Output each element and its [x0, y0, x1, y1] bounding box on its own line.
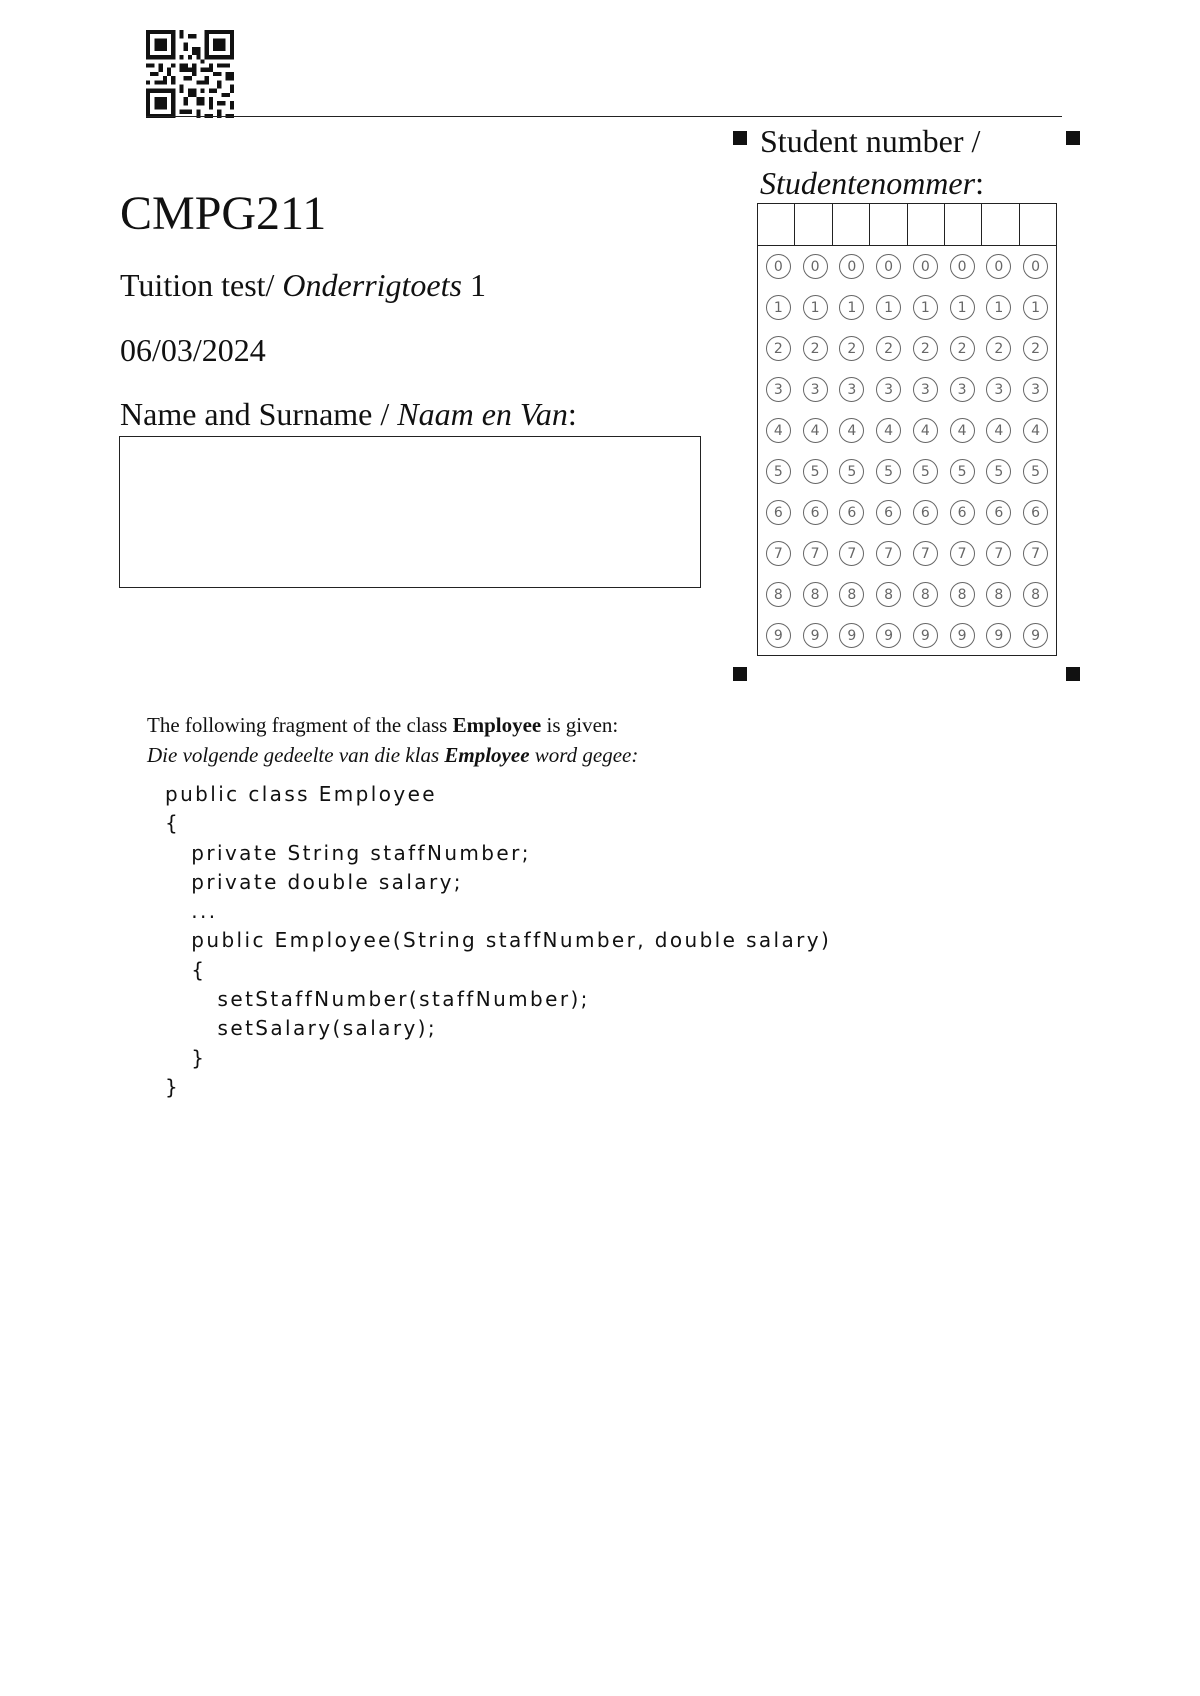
digit-bubble[interactable]: 5 [913, 459, 938, 484]
digit-bubble[interactable]: 7 [839, 541, 864, 566]
digit-bubble[interactable]: 6 [876, 500, 901, 525]
digit-bubble[interactable]: 4 [950, 418, 975, 443]
bubble-row [758, 369, 1056, 410]
bubble-row [758, 410, 1056, 451]
digit-bubble[interactable]: 1 [766, 295, 791, 320]
digit-bubble[interactable]: 0 [803, 254, 828, 279]
digit-bubble[interactable]: 5 [766, 459, 791, 484]
test-date: 06/03/2024 [120, 332, 266, 368]
digit-bubble[interactable]: 5 [950, 459, 975, 484]
bubble-row [758, 451, 1056, 492]
student-number-label [760, 120, 1060, 204]
digit-bubble[interactable]: 7 [1023, 541, 1048, 566]
digit-bubble[interactable]: 6 [839, 500, 864, 525]
digit-bubble[interactable]: 3 [766, 377, 791, 402]
digit-bubble[interactable]: 9 [950, 623, 975, 648]
student-number-cell[interactable] [945, 204, 982, 245]
digit-bubble[interactable]: 4 [876, 418, 901, 443]
digit-bubble[interactable]: 7 [950, 541, 975, 566]
alignment-marker-bottom-left [733, 667, 747, 681]
intro-en-class-name: Employee [452, 713, 542, 737]
qr-code [146, 30, 234, 118]
digit-bubble[interactable]: 9 [766, 623, 791, 648]
code-line: public Employee(String staffNumber, double salary) [165, 928, 832, 953]
header-rule [146, 116, 1062, 117]
digit-bubble[interactable]: 2 [803, 336, 828, 361]
digit-bubble[interactable]: 8 [876, 582, 901, 607]
digit-bubble[interactable]: 2 [913, 336, 938, 361]
code-listing [165, 780, 831, 1102]
digit-bubble[interactable]: 9 [839, 623, 864, 648]
course-code: CMPG211 [120, 187, 327, 240]
bubble-row [758, 492, 1056, 533]
digit-bubble[interactable]: 8 [1023, 582, 1048, 607]
intro-en-text: The following fragment of the class [147, 713, 453, 737]
intro-af-class-name: Employee [444, 743, 530, 767]
digit-bubble[interactable]: 0 [839, 254, 864, 279]
digit-bubble[interactable]: 0 [1023, 254, 1048, 279]
digit-bubble[interactable]: 4 [766, 418, 791, 443]
name-field[interactable] [119, 436, 701, 588]
student-number-label-en: Student number / [760, 123, 981, 159]
student-number-cell[interactable] [870, 204, 907, 245]
digit-bubble[interactable]: 9 [913, 623, 938, 648]
bubble-row [758, 328, 1056, 369]
alignment-marker-top-right [1066, 131, 1080, 145]
digit-bubble[interactable]: 1 [913, 295, 938, 320]
digit-bubble[interactable]: 1 [950, 295, 975, 320]
question-intro [147, 710, 638, 770]
digit-bubble[interactable]: 4 [803, 418, 828, 443]
alignment-marker-top-left [733, 131, 747, 145]
name-label-af: Naam en Van [397, 396, 568, 432]
digit-bubble[interactable]: 2 [950, 336, 975, 361]
digit-bubble[interactable]: 4 [986, 418, 1011, 443]
digit-bubble[interactable]: 2 [839, 336, 864, 361]
digit-bubble[interactable]: 5 [986, 459, 1011, 484]
digit-bubble[interactable]: 5 [839, 459, 864, 484]
code-line: } [165, 1074, 181, 1099]
digit-bubble[interactable]: 7 [803, 541, 828, 566]
test-number: 1 [469, 267, 486, 303]
digit-bubble[interactable]: 7 [913, 541, 938, 566]
question-intro-af [147, 740, 638, 770]
test-title [120, 268, 486, 303]
digit-bubble[interactable]: 3 [1023, 377, 1048, 402]
intro-af-text: Die volgende gedeelte van die klas [147, 743, 445, 767]
digit-bubble[interactable]: 9 [803, 623, 828, 648]
digit-bubble[interactable]: 0 [986, 254, 1011, 279]
digit-bubble[interactable]: 8 [839, 582, 864, 607]
name-label-en: Name and Surname / [120, 396, 390, 432]
digit-bubble[interactable]: 2 [766, 336, 791, 361]
digit-bubble[interactable]: 5 [803, 459, 828, 484]
digit-bubble[interactable]: 9 [876, 623, 901, 648]
digit-bubble[interactable]: 1 [803, 295, 828, 320]
bubble-row [758, 574, 1056, 615]
digit-bubble[interactable]: 7 [766, 541, 791, 566]
digit-bubble[interactable]: 4 [839, 418, 864, 443]
code-line: setSalary(salary); [165, 1016, 438, 1041]
digit-bubble[interactable]: 3 [803, 377, 828, 402]
digit-bubble[interactable]: 0 [950, 254, 975, 279]
digit-bubble[interactable]: 1 [1023, 295, 1048, 320]
student-number-cell[interactable] [1020, 204, 1056, 245]
test-title-en: Tuition test/ [120, 267, 275, 303]
digit-bubble[interactable]: 3 [950, 377, 975, 402]
digit-bubble[interactable]: 5 [1023, 459, 1048, 484]
digit-bubble[interactable]: 1 [839, 295, 864, 320]
digit-bubble[interactable]: 8 [913, 582, 938, 607]
digit-bubble[interactable]: 2 [1023, 336, 1048, 361]
student-number-bubbles [758, 246, 1056, 656]
digit-bubble[interactable]: 2 [986, 336, 1011, 361]
code-line: public class Employee [165, 782, 437, 806]
student-number-label-af: Studentenommer [760, 165, 976, 201]
digit-bubble[interactable]: 8 [986, 582, 1011, 607]
code-line: } [165, 1045, 207, 1070]
code-line: { [165, 957, 207, 982]
digit-bubble[interactable]: 6 [1023, 500, 1048, 525]
code-line: private double salary; [165, 869, 463, 894]
digit-bubble[interactable]: 3 [876, 377, 901, 402]
name-label [120, 397, 577, 432]
digit-bubble[interactable]: 3 [913, 377, 938, 402]
digit-bubble[interactable]: 6 [913, 500, 938, 525]
digit-bubble[interactable]: 0 [913, 254, 938, 279]
bubble-row [758, 615, 1056, 656]
digit-bubble[interactable]: 6 [986, 500, 1011, 525]
digit-bubble[interactable]: 4 [913, 418, 938, 443]
digit-bubble[interactable]: 1 [876, 295, 901, 320]
digit-bubble[interactable]: 7 [876, 541, 901, 566]
digit-bubble[interactable]: 5 [876, 459, 901, 484]
code-line: setStaffNumber(staffNumber); [165, 987, 590, 1012]
student-number-label-colon: : [975, 165, 984, 201]
code-line: { [165, 811, 181, 836]
digit-bubble[interactable]: 1 [986, 295, 1011, 320]
name-label-colon: : [567, 396, 577, 432]
digit-bubble[interactable]: 0 [766, 254, 791, 279]
test-title-af: Onderrigtoets [282, 267, 462, 303]
digit-bubble[interactable]: 8 [950, 582, 975, 607]
digit-bubble[interactable]: 6 [950, 500, 975, 525]
digit-bubble[interactable]: 8 [766, 582, 791, 607]
student-number-cell[interactable] [833, 204, 870, 245]
digit-bubble[interactable]: 3 [839, 377, 864, 402]
student-number-grid [757, 203, 1057, 656]
intro-en-text-end: is given: [541, 713, 619, 737]
student-number-write-cells [758, 204, 1056, 246]
question-intro-en [147, 710, 638, 740]
digit-bubble[interactable]: 6 [766, 500, 791, 525]
student-number-cell[interactable] [982, 204, 1019, 245]
digit-bubble[interactable]: 0 [876, 254, 901, 279]
student-number-cell[interactable] [908, 204, 945, 245]
student-number-cell[interactable] [795, 204, 832, 245]
digit-bubble[interactable]: 9 [986, 623, 1011, 648]
code-line: ... [165, 899, 218, 924]
digit-bubble[interactable]: 4 [1023, 418, 1048, 443]
digit-bubble[interactable]: 8 [803, 582, 828, 607]
alignment-marker-bottom-right [1066, 667, 1080, 681]
bubble-row [758, 533, 1056, 574]
digit-bubble[interactable]: 3 [986, 377, 1011, 402]
student-number-cell[interactable] [758, 204, 795, 245]
bubble-row [758, 246, 1056, 287]
digit-bubble[interactable]: 6 [803, 500, 828, 525]
intro-af-text-end: word gegee: [529, 743, 639, 767]
digit-bubble[interactable]: 9 [1023, 623, 1048, 648]
bubble-row [758, 287, 1056, 328]
digit-bubble[interactable]: 7 [986, 541, 1011, 566]
code-line: private String staffNumber; [165, 840, 531, 865]
digit-bubble[interactable]: 2 [876, 336, 901, 361]
